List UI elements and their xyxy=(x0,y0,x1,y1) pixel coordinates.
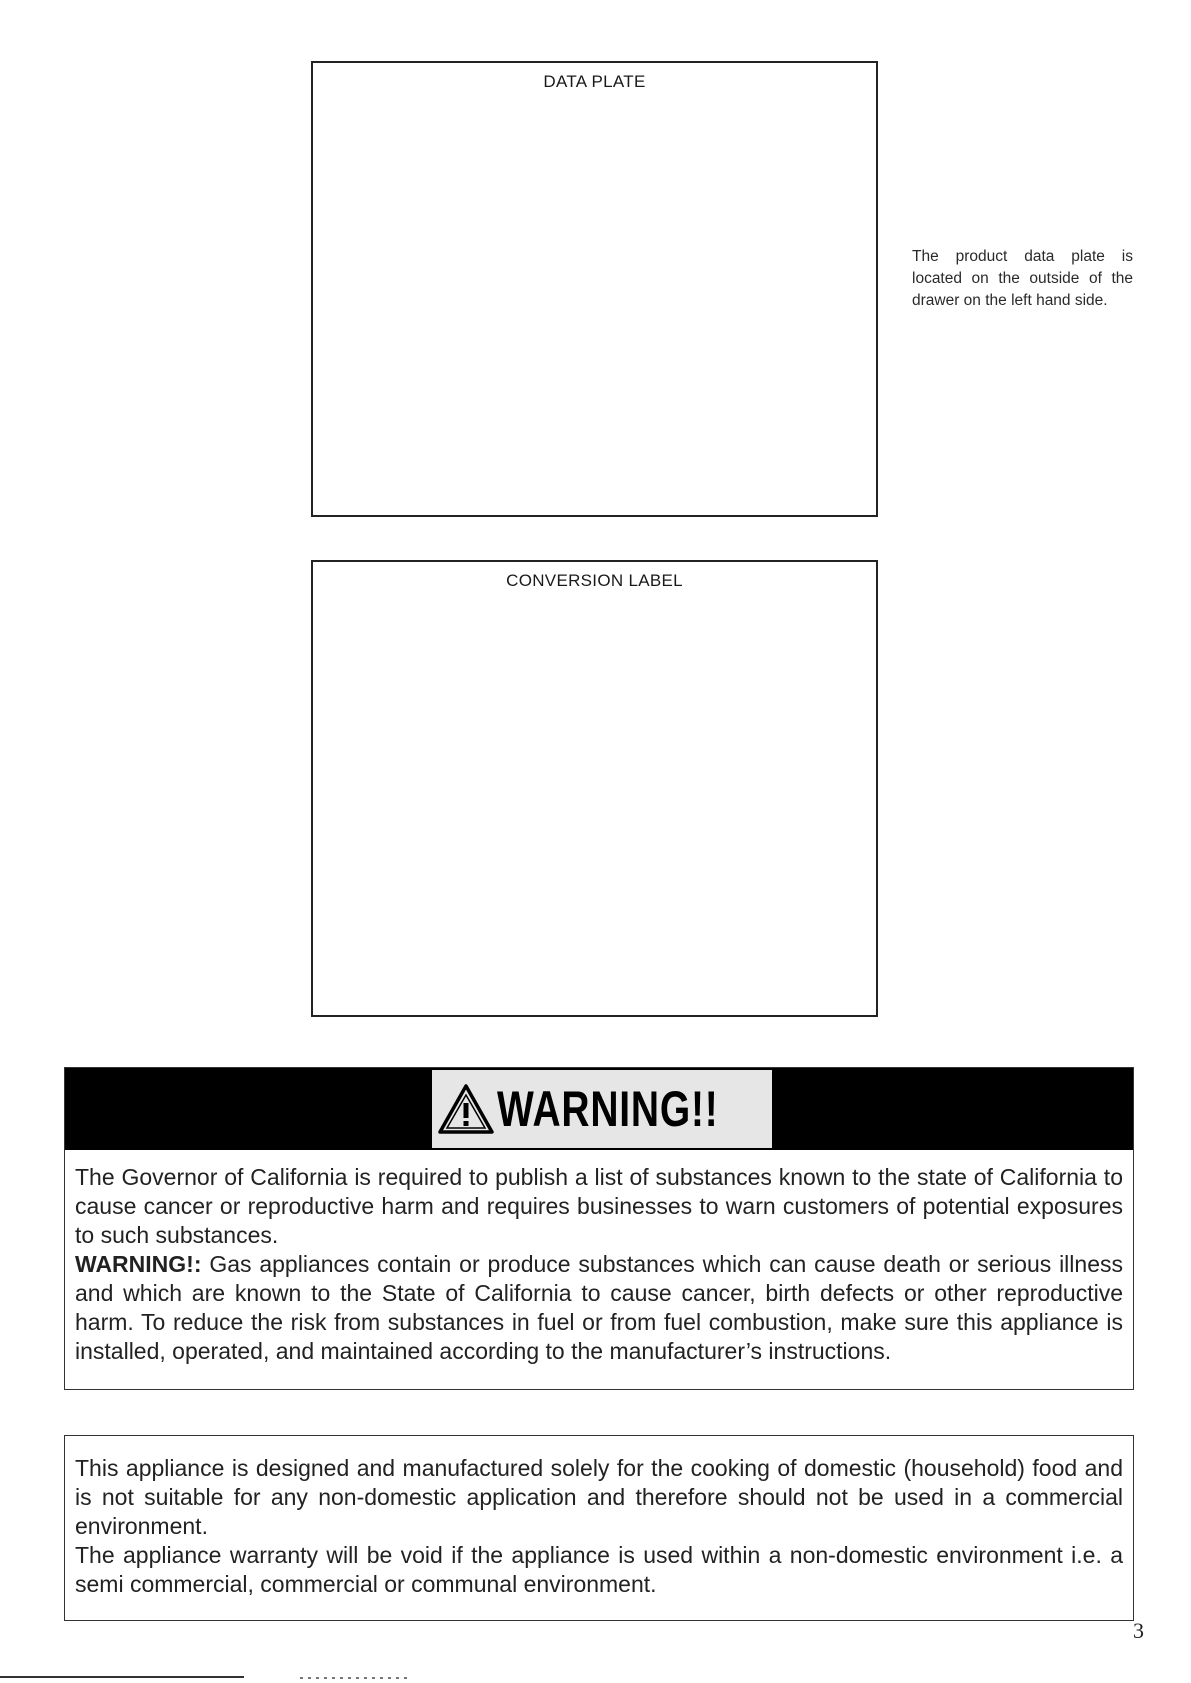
conversion-label-title: CONVERSION LABEL xyxy=(506,571,683,590)
warning-triangle-icon xyxy=(437,1083,495,1135)
footer-scan-marks xyxy=(300,1677,410,1679)
warning-paragraph-2-body: Gas appliances contain or produce substances which can cause death or serious illness and which are known to the State of California to cause cancer, birth defects or other reproductive harm. To reduce the risk from substances in fuel or from fuel combustion, make sure this appliance is installed, operated, and maintained according to the manufacturer’s instructions. xyxy=(75,1251,1123,1364)
warning-text xyxy=(75,1163,1123,1366)
domestic-use-text xyxy=(75,1454,1123,1599)
warning-badge xyxy=(432,1070,772,1148)
warning-paragraph-2-lead: WARNING!: xyxy=(75,1251,202,1277)
warning-title: WARNING!! xyxy=(497,1081,719,1137)
data-plate-box xyxy=(311,61,878,517)
domestic-paragraph-2: The appliance warranty will be void if the appliance is used within a non-domestic environment i.e. a semi commercial, commercial or communal environment. xyxy=(75,1542,1123,1597)
conversion-label-box xyxy=(311,560,878,1017)
warning-paragraph-1: The Governor of California is required to publish a list of substances known to the state of California to cause cancer or reproductive harm and requires businesses to warn customers of potential exposures to such substances. xyxy=(75,1164,1123,1248)
data-plate-note: The product data plate is located on the outside of the drawer on the left hand side. xyxy=(912,248,1133,309)
warning-paragraph-2 xyxy=(75,1250,1123,1366)
footer-rule xyxy=(0,1676,244,1678)
data-plate-title: DATA PLATE xyxy=(543,72,646,91)
domestic-use-notice-box xyxy=(64,1435,1134,1621)
warning-box xyxy=(64,1067,1134,1390)
domestic-paragraph-1: This appliance is designed and manufactured solely for the cooking of domestic (household) food and is not suitable for any non-domestic application and therefore should not be used in a commercial environment. xyxy=(75,1455,1123,1539)
page-number: 3 xyxy=(1133,1618,1144,1643)
warning-banner xyxy=(65,1068,1133,1150)
